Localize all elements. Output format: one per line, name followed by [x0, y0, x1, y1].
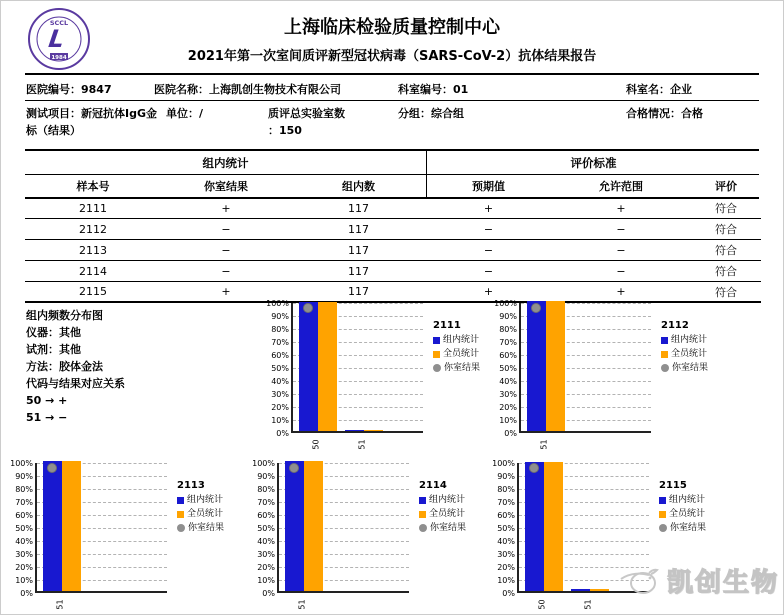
- meta-line: 51 → −: [26, 411, 68, 424]
- unit-field: [166, 105, 203, 122]
- table-cell: 符合: [715, 244, 737, 257]
- y-tick-label: 70%: [271, 337, 289, 347]
- y-tick-label: 0%: [20, 588, 33, 598]
- dept-name-label: 科室名：: [626, 83, 670, 96]
- y-tick-label: 10%: [15, 575, 33, 585]
- legend-sample-id: 2113: [177, 480, 205, 491]
- col-header-your-result: 你室结果: [204, 179, 248, 193]
- chart-legend: [419, 479, 466, 535]
- series-marker-icon: [419, 511, 426, 518]
- hospital-number-value: 9847: [81, 83, 112, 96]
- hospital-number-label: 医院编号：: [26, 83, 81, 96]
- legend-item: [659, 507, 706, 521]
- qualified-label: 合格情况：: [626, 107, 681, 120]
- y-tick-label: 0%: [276, 428, 289, 438]
- in-group-bar: [345, 430, 364, 431]
- y-tick-label: 50%: [497, 523, 515, 533]
- chart-legend: [659, 479, 706, 535]
- legend-item: [177, 507, 224, 521]
- y-tick-label: 60%: [271, 350, 289, 360]
- in-group-bar: [299, 302, 318, 431]
- table-cell: −: [616, 243, 626, 257]
- y-tick-label: 50%: [257, 523, 275, 533]
- meta-line: 50 → +: [26, 394, 68, 407]
- info-divider-2: [25, 149, 759, 151]
- info-divider-1: [25, 100, 759, 101]
- chart-legend: [433, 319, 480, 375]
- y-tick-label: 90%: [499, 311, 517, 321]
- table-cell: −: [616, 222, 626, 236]
- logo-abbr-text: SCCL: [49, 19, 69, 27]
- y-tick-label: 10%: [497, 575, 515, 585]
- col-header-allowed-range: 允许范围: [599, 179, 643, 193]
- table-cell: 符合: [715, 202, 737, 215]
- series-marker-icon: [659, 511, 666, 518]
- hospital-name-field: [154, 81, 341, 98]
- y-tick-label: 0%: [504, 428, 517, 438]
- table-cell: −: [483, 222, 494, 236]
- y-tick-label: 50%: [499, 363, 517, 373]
- legend-item: [661, 347, 708, 361]
- y-tick-label: 80%: [15, 484, 33, 494]
- y-tick-label: 100%: [492, 458, 515, 468]
- y-tick-label: 30%: [15, 549, 33, 559]
- x-tick-label: 51: [357, 439, 367, 450]
- legend-label: 组内统计: [671, 335, 708, 345]
- legend-item: [177, 493, 224, 507]
- y-tick-label: 30%: [499, 389, 517, 399]
- report-title: 上海临床检验质量控制中心: [284, 17, 500, 38]
- x-tick-label: 51: [539, 439, 549, 450]
- table-cell: 117: [348, 264, 369, 278]
- y-tick-label: 20%: [257, 562, 275, 572]
- legend-sample-id: 2114: [419, 480, 447, 491]
- your-result-marker-icon: [177, 524, 185, 532]
- frequency-chart-2113: [7, 459, 247, 615]
- table-cell: 2112: [79, 222, 107, 236]
- table-cell: 2111: [79, 201, 107, 215]
- total-labs-value: ：150: [268, 124, 302, 137]
- legend-item: [659, 521, 706, 535]
- table-cell: −: [221, 243, 231, 257]
- dept-number-field: [398, 81, 468, 98]
- chart-plot-area: [519, 303, 651, 433]
- legend-label: 全员统计: [671, 349, 708, 359]
- table-cell: 117: [348, 285, 369, 298]
- table-cell: +: [483, 201, 494, 215]
- svg-text:L: L: [46, 25, 67, 53]
- test-item-field: [26, 105, 166, 139]
- all-participants-bar: [590, 589, 609, 591]
- table-cell: 符合: [715, 285, 737, 299]
- hospital-name-value: 上海凯创生物技术有限公司: [209, 83, 341, 96]
- y-tick-label: 40%: [271, 376, 289, 386]
- y-tick-label: 20%: [497, 562, 515, 572]
- y-tick-label: 10%: [271, 415, 289, 425]
- table-cell: 117: [348, 243, 369, 257]
- meta-line: 试剂：其他: [26, 343, 81, 356]
- series-marker-icon: [419, 497, 426, 504]
- legend-label: 全员统计: [443, 349, 480, 359]
- legend-sample-id: 2115: [659, 480, 687, 491]
- y-tick-label: 70%: [257, 497, 275, 507]
- dept-number-label: 科室编号：: [398, 83, 453, 96]
- your-result-marker-icon: [433, 364, 441, 372]
- y-tick-label: 60%: [257, 510, 275, 520]
- all-participants-bar: [318, 302, 337, 431]
- chart-legend: [661, 319, 708, 375]
- y-tick-label: 20%: [499, 402, 517, 412]
- series-marker-icon: [661, 337, 668, 344]
- in-group-bar: [527, 301, 546, 431]
- legend-label: 你室结果: [672, 363, 709, 373]
- table-cell: +: [616, 201, 626, 215]
- table-cell: −: [616, 264, 626, 278]
- table-column-header-row: [25, 175, 761, 196]
- legend-sample-id: 2112: [661, 320, 689, 331]
- hospital-number-field: [26, 81, 112, 98]
- table-cell: 117: [348, 222, 369, 236]
- your-result-marker-icon: [659, 524, 667, 532]
- table-cell: −: [221, 222, 231, 236]
- series-marker-icon: [659, 497, 666, 504]
- all-participants-bar: [546, 301, 565, 431]
- test-item-value: 新冠抗体IgG金标（结果）: [26, 107, 157, 137]
- chart-plot-area: [291, 303, 423, 433]
- dept-number-value: 01: [453, 83, 469, 96]
- y-tick-label: 80%: [499, 324, 517, 334]
- y-tick-label: 0%: [262, 588, 275, 598]
- legend-label: 你室结果: [670, 523, 707, 533]
- table-cell: +: [221, 285, 231, 298]
- legend-label: 你室结果: [444, 363, 481, 373]
- legend-item: [433, 333, 480, 347]
- legend-item: [659, 493, 706, 507]
- all-participants-bar: [364, 430, 383, 431]
- legend-item: [433, 361, 480, 375]
- all-participants-bar: [62, 461, 81, 591]
- unit-label: 单位：: [166, 107, 199, 120]
- y-tick-label: 90%: [257, 471, 275, 481]
- method-meta-block: [26, 307, 125, 426]
- in-group-bar: [571, 589, 590, 591]
- series-marker-icon: [433, 337, 440, 344]
- legend-item: [419, 493, 466, 507]
- meta-line: 仪器：其他: [26, 326, 81, 339]
- legend-label: 组内统计: [669, 495, 706, 505]
- y-tick-label: 40%: [15, 536, 33, 546]
- group-value: 综合组: [431, 107, 464, 120]
- y-tick-label: 10%: [499, 415, 517, 425]
- y-tick-label: 100%: [266, 298, 289, 308]
- meta-line: 组内频数分布图: [26, 309, 103, 322]
- y-tick-label: 10%: [257, 575, 275, 585]
- hospital-name-label: 医院名称：: [154, 83, 209, 96]
- x-tick-label: 50: [311, 439, 321, 450]
- frequency-chart-2112: [491, 299, 731, 455]
- table-cell: −: [221, 264, 231, 278]
- series-marker-icon: [177, 511, 184, 518]
- y-tick-label: 60%: [15, 510, 33, 520]
- all-participants-bar: [304, 461, 323, 591]
- chart-plot-area: [277, 463, 409, 593]
- legend-item: [661, 333, 708, 347]
- test-item-label: 测试项目：: [26, 107, 81, 120]
- group-label: 分组：: [398, 107, 431, 120]
- legend-item: [419, 521, 466, 535]
- legend-item: [419, 507, 466, 521]
- legend-sample-id: 2111: [433, 320, 461, 331]
- dept-name-value: 企业: [670, 83, 692, 96]
- legend-item: [433, 347, 480, 361]
- table-cell: 符合: [715, 265, 737, 278]
- dept-name-field: [626, 81, 692, 98]
- table-cell: 117: [348, 201, 369, 215]
- table-row: [25, 240, 761, 261]
- legend-label: 组内统计: [443, 335, 480, 345]
- y-tick-label: 70%: [497, 497, 515, 507]
- table-cell: 2114: [79, 264, 107, 278]
- y-tick-label: 70%: [15, 497, 33, 507]
- all-participants-bar: [544, 462, 563, 591]
- total-labs-field: [268, 105, 368, 139]
- in-group-bar: [285, 461, 304, 591]
- watermark-logo-icon: [619, 561, 661, 599]
- legend-label: 你室结果: [430, 523, 467, 533]
- chart-plot-area: [35, 463, 167, 593]
- table-row: [25, 219, 761, 240]
- your-result-marker-icon: [419, 524, 427, 532]
- logo-year-text: 1984: [51, 55, 67, 61]
- y-tick-label: 50%: [15, 523, 33, 533]
- table-row: [25, 198, 761, 219]
- legend-item: [177, 521, 224, 535]
- report-subtitle: 2021年第一次室间质评新型冠状病毒（SARS-CoV-2）抗体结果报告: [187, 49, 597, 64]
- y-tick-label: 20%: [15, 562, 33, 572]
- y-tick-label: 30%: [497, 549, 515, 559]
- legend-label: 你室结果: [188, 523, 225, 533]
- table-cell: 2113: [79, 243, 107, 257]
- y-tick-label: 60%: [499, 350, 517, 360]
- frequency-chart-2114: [249, 459, 489, 615]
- group-header-criteria: 评价标准: [570, 156, 617, 170]
- y-tick-label: 90%: [15, 471, 33, 481]
- col-header-sample: 样本号: [76, 179, 110, 193]
- col-header-in-group-n: 组内数: [342, 179, 375, 193]
- header-divider: [25, 73, 759, 75]
- y-tick-label: 100%: [252, 458, 275, 468]
- qualified-value: 合格: [681, 107, 703, 120]
- series-marker-icon: [433, 351, 440, 358]
- your-result-marker-icon: [661, 364, 669, 372]
- y-tick-label: 40%: [497, 536, 515, 546]
- legend-item: [661, 361, 708, 375]
- col-header-expected: 预期值: [472, 179, 505, 193]
- y-tick-label: 50%: [271, 363, 289, 373]
- table-cell: 符合: [715, 223, 737, 236]
- in-group-bar: [525, 462, 544, 591]
- legend-label: 全员统计: [669, 509, 706, 519]
- table-cell: +: [483, 285, 494, 298]
- watermark-text: 凯创生物: [667, 567, 780, 598]
- y-tick-label: 40%: [499, 376, 517, 386]
- chart-legend: [177, 479, 224, 535]
- legend-label: 组内统计: [187, 495, 224, 505]
- table-row: [25, 261, 761, 282]
- table-cell: 2115: [79, 285, 107, 298]
- unit-value: /: [199, 107, 204, 120]
- table-cell: +: [616, 285, 626, 298]
- series-marker-icon: [661, 351, 668, 358]
- qualified-field: [626, 105, 703, 122]
- y-tick-label: 30%: [257, 549, 275, 559]
- y-tick-label: 80%: [497, 484, 515, 494]
- y-tick-label: 90%: [497, 471, 515, 481]
- col-header-evaluation: 评价: [715, 179, 737, 193]
- table-cell: −: [483, 264, 494, 278]
- group-field: [398, 105, 464, 122]
- table-cell: +: [221, 201, 231, 215]
- stats-table-body: [1, 198, 784, 303]
- frequency-chart-2111: [263, 299, 503, 455]
- y-tick-label: 80%: [271, 324, 289, 334]
- y-tick-label: 30%: [271, 389, 289, 399]
- y-tick-label: 80%: [257, 484, 275, 494]
- x-tick-label: 50: [537, 599, 547, 610]
- in-group-bar: [43, 461, 62, 591]
- y-tick-label: 0%: [502, 588, 515, 598]
- table-cell: −: [483, 243, 494, 257]
- y-tick-label: 70%: [499, 337, 517, 347]
- legend-label: 全员统计: [429, 509, 466, 519]
- group-header-in-group: 组内统计: [202, 156, 249, 170]
- total-labs-label: 质评总实验室数: [268, 107, 345, 120]
- x-tick-label: 51: [55, 599, 65, 610]
- y-tick-label: 100%: [494, 298, 517, 308]
- watermark: [619, 561, 779, 599]
- x-tick-label: 51: [583, 599, 593, 610]
- y-tick-label: 90%: [271, 311, 289, 321]
- legend-label: 全员统计: [187, 509, 224, 519]
- y-tick-label: 40%: [257, 536, 275, 546]
- y-tick-label: 20%: [271, 402, 289, 412]
- y-tick-label: 60%: [497, 510, 515, 520]
- y-tick-label: 100%: [10, 458, 33, 468]
- legend-label: 组内统计: [429, 495, 466, 505]
- meta-line: 方法：胶体金法: [26, 360, 103, 373]
- series-marker-icon: [177, 497, 184, 504]
- meta-line: 代码与结果对应关系: [26, 377, 125, 390]
- x-tick-label: 51: [297, 599, 307, 610]
